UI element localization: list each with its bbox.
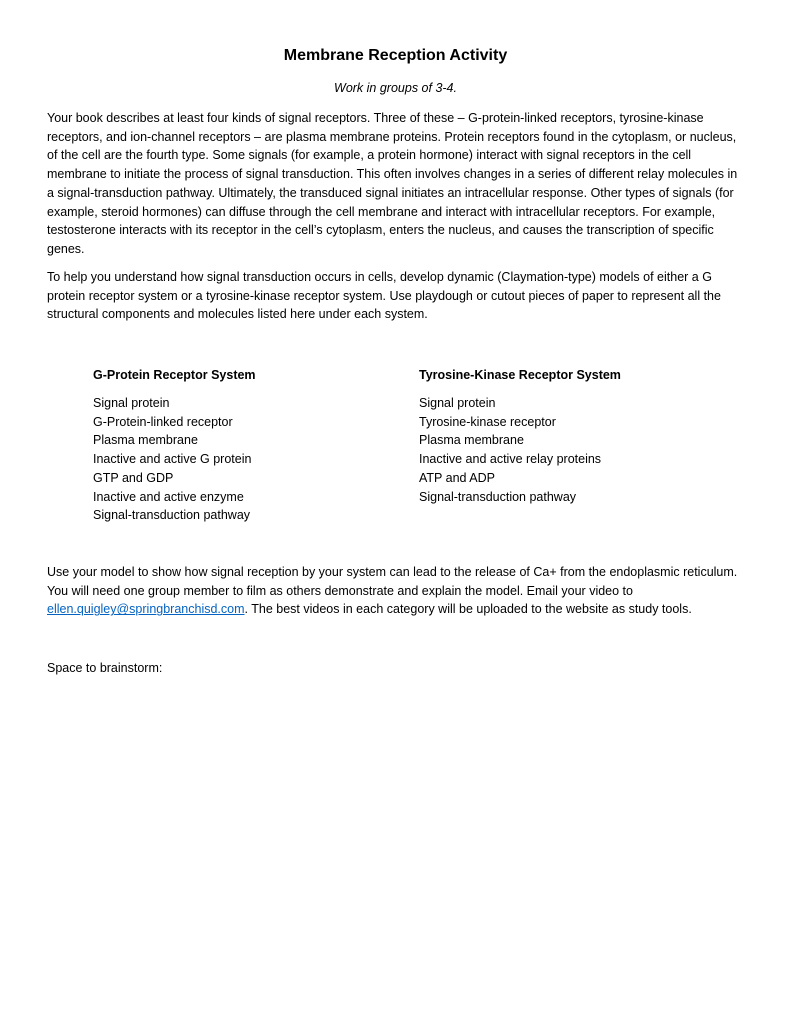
page-subtitle: Work in groups of 3-4. [334, 81, 457, 95]
tyrosine-kinase-component-list [419, 394, 719, 506]
instructions-text-after-email: . The best videos in each category will be uploaded to the website as study tools. [244, 602, 692, 617]
list-item: Signal protein [93, 396, 170, 410]
list-item: Tyrosine-kinase receptor [419, 414, 556, 429]
brainstorm-label: Space to brainstorm: [47, 661, 163, 675]
list-item: Plasma membrane [419, 433, 524, 448]
list-item: Inactive and active relay proteins [419, 452, 602, 467]
list-item: Signal-transduction pathway [419, 489, 577, 504]
email-link[interactable]: ellen.quigley@springbranchisd.com [47, 602, 245, 617]
tyrosine-kinase-system-heading: Tyrosine-Kinase Receptor System [419, 368, 621, 382]
list-item: Inactive and active enzyme [93, 489, 244, 504]
list-item: Plasma membrane [93, 433, 198, 448]
list-item: Inactive and active G protein [93, 452, 252, 467]
tyrosine-kinase-system-column [419, 366, 719, 506]
intro-paragraph-2: To help you understand how signal transduction occurs in cells, develop dynamic (Claymation-type) models of either a G protein receptor system or a tyrosine-kinase receptor system. Use playdough or cutout pieces of paper to represent all the structural components and molecules listed here under each system. [47, 270, 721, 322]
instructions-paragraph [47, 563, 747, 619]
page-title: Membrane Reception Activity [283, 47, 508, 64]
g-protein-component-list [93, 394, 393, 525]
list-item: GTP and GDP [93, 470, 174, 485]
instructions-text-before-email: Use your model to show how signal reception by your system can lead to the release of Ca+ from the endoplasmic reticulum. You will need one group member to film as others demonstrate and explain the model. Email your video to [47, 565, 738, 598]
g-protein-system-heading: G-Protein Receptor System [93, 368, 256, 382]
list-item: G-Protein-linked receptor [93, 414, 233, 429]
list-item: ATP and ADP [419, 470, 495, 485]
list-item: Signal protein [419, 396, 496, 410]
intro-paragraph-1: Your book describes at least four kinds of signal receptors. Three of these – G-protein-linked receptors, tyrosine-kinase receptors, and ion-channel receptors – are plasma membrane proteins. Protein receptors found in the cytoplasm, or nucleus, of the cell are the fourth type. Some signals (for example, a protein hormone) interact with signal receptors in the cell membrane to initiate the process of signal transduction. This often involves changes in a series of different relay molecules in a signal-transduction pathway. Ultimately, the transduced signal initiates an intracellular response. Other types of signals (for example, steroid hormones) can diffuse through the cell membrane and interact with intracellular receptors. For example, testosterone interacts with its receptor in the cell’s cytoplasm, enters the nucleus, and causes the transcription of specific genes. [47, 111, 738, 256]
list-item: Signal-transduction pathway [93, 508, 251, 523]
g-protein-system-column [93, 366, 393, 525]
